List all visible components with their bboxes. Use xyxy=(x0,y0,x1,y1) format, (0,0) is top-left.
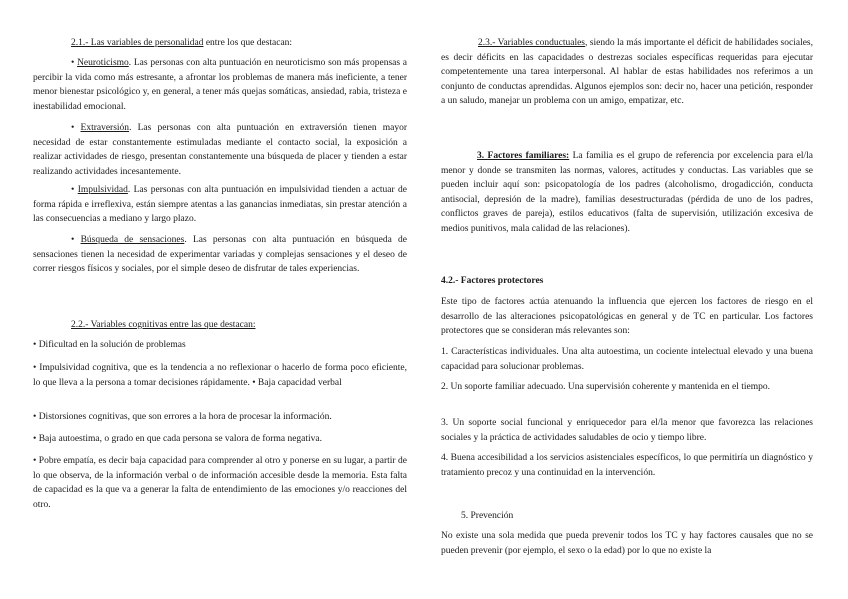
sensation-seeking-paragraph xyxy=(33,233,407,277)
protective-item: 4. Buena accesibilidad a los servicios asistenciales específicos, lo que permitiría un diagnóstico y tratamiento precoz y una continuidad en la intervención. xyxy=(441,453,813,478)
neuroticism-text: . Las personas con alta puntuación en neuroticismo son más propensas a percibir la vida como más estresante, a afrontar los problemas de manera más ineficiente, a tener menor bienestar psicológico y, en general, a tener más quejas somáticas, ansiedad, rabia, tristeza e inestabilidad emocional. xyxy=(33,58,408,112)
extraversion-text: . Las personas con alta puntuación en extraversión tienen mayor necesidad de estar constantemente estimuladas mediante el contacto social, la exposición a realizar actividades de riesgo, presentan constantemente una búsqueda de placer y tienden a estar realizando actividades incesantemente. xyxy=(33,123,408,177)
protective-item: 3. Un soporte social funcional y enriquecedor para el/la menor que favorezca las relaciones sociales y la práctica de actividades saludables de ocio y tiempo libre. xyxy=(441,418,813,443)
extraversion-paragraph xyxy=(33,121,407,179)
protective-heading: 4.2.- Factores protectores xyxy=(441,276,544,286)
personality-heading-title: 2.1.- Las variables de personalidad xyxy=(71,38,204,48)
personality-heading-rest: entre los que destacan: xyxy=(203,38,293,48)
cognitive-heading-text: 2.2.- Variables cognitivas entre las que destacan: xyxy=(71,320,256,330)
cognitive-item: • Baja autoestima, o grado en que cada persona se valora de forma negativa. xyxy=(33,434,322,444)
conduct-paragraph xyxy=(441,36,813,109)
neuroticism-term: Neuroticismo xyxy=(77,58,129,68)
cognitive-item: • Impulsividad cognitiva, que es la tendencia a no reflexionar o hacerlo de forma poco eficiente, lo que lleva a la persona a tomar decisiones rápidamente. • Baja capacidad verbal xyxy=(33,363,407,388)
cognitive-heading xyxy=(33,318,256,333)
bullet: • xyxy=(71,58,78,68)
prevention-paragraph: No existe una sola medida que pueda prevenir todos los TC y hay factores causales que no se pueden prevenir (por ejemplo, el sexo o la edad) por lo que no existe la xyxy=(441,531,813,556)
sensation-seeking-term: Búsqueda de sensaciones xyxy=(80,235,185,245)
impulsivity-paragraph xyxy=(33,183,407,227)
protective-intro: Este tipo de factores actúa atenuando la influencia que ejercen los factores de riesgo en el desarrollo de las alteraciones psicopatológicas en general y de TC en particular. Los factores protectores que se consideran más relevantes son: xyxy=(441,297,813,337)
cognitive-item: • Dificultad en la solución de problemas xyxy=(33,340,186,350)
neuroticism-paragraph xyxy=(33,56,407,114)
extraversion-term: Extraversión xyxy=(80,123,130,133)
cognitive-item: • Pobre empatía, es decir baja capacidad para comprender al otro y ponerse en su lugar, a partir de lo que observa, de la información verbal o de información accesible desde la memoria. Esta falta de capacidad es la que va a generar la falta de entendimiento de las emociones y/o reacciones del otro. xyxy=(33,456,407,510)
bullet: • xyxy=(71,185,78,195)
bullet: • xyxy=(71,123,81,133)
protective-item: 1. Características individuales. Una alta autoestima, un cociente intelectual elevado y una buena capacidad para solucionar problemas. xyxy=(441,347,813,372)
conduct-title: 2.3.- Variables conductuales xyxy=(478,38,586,48)
sensation-seeking-text: . Las personas con alta puntuación en búsqueda de sensaciones tienen la necesidad de experimentar variadas y complejas sensaciones y el deseo de correr riesgos físicos y sociales, por el simple deseo de disfrutar de tales experiencias. xyxy=(33,235,408,275)
family-text: La familia es el grupo de referencia por excelencia para el/la menor y donde se transmiten las normas, valores, actitudes y conductas. Las variables que se pueden incluir aquí son: psicopatología de los padres (alcoholismo, drogadicción, conducta antisocial, depresión de la madre), familias desestructuradas (pérdida de uno de los padres, conflictos graves de pareja), estilos educativos (falta de supervisión, utilización excesiva de medios punitivos, mala calidad de las relaciones). xyxy=(441,151,813,234)
personality-heading xyxy=(33,36,407,51)
family-paragraph xyxy=(441,149,813,237)
bullet: • xyxy=(71,235,81,245)
conduct-text: , siendo la más importante el déficit de habilidades sociales, es decir déficits en las capacidades o destrezas sociales específicas requeridas para ejecutar competentemente una tarea interpersonal. Al hablar de estas habilidades nos referimos a un conjunto de conductas aprendidas. Algunos ejemplos son: decir no, hacer una petición, responder a un saludo, manejar un problema con un amigo, empatizar, etc. xyxy=(441,38,814,107)
cognitive-item: • Distorsiones cognitivas, que son errores a la hora de procesar la información. xyxy=(33,412,332,422)
impulsivity-text: . Las personas con alta puntuación en impulsividad tienden a actuar de forma rápida e irreflexiva, están siempre atentas a las ganancias inmediatas, sin prestar atención a las consecuencias a mediano y largo plazo. xyxy=(33,185,407,225)
impulsivity-term: Impulsividad xyxy=(77,185,128,195)
family-title: 3. Factores familiares: xyxy=(477,151,570,161)
prevention-heading: 5. Prevención xyxy=(461,511,514,521)
protective-item: 2. Un soporte familiar adecuado. Una supervisión coherente y mantenida en el tiempo. xyxy=(441,382,770,392)
